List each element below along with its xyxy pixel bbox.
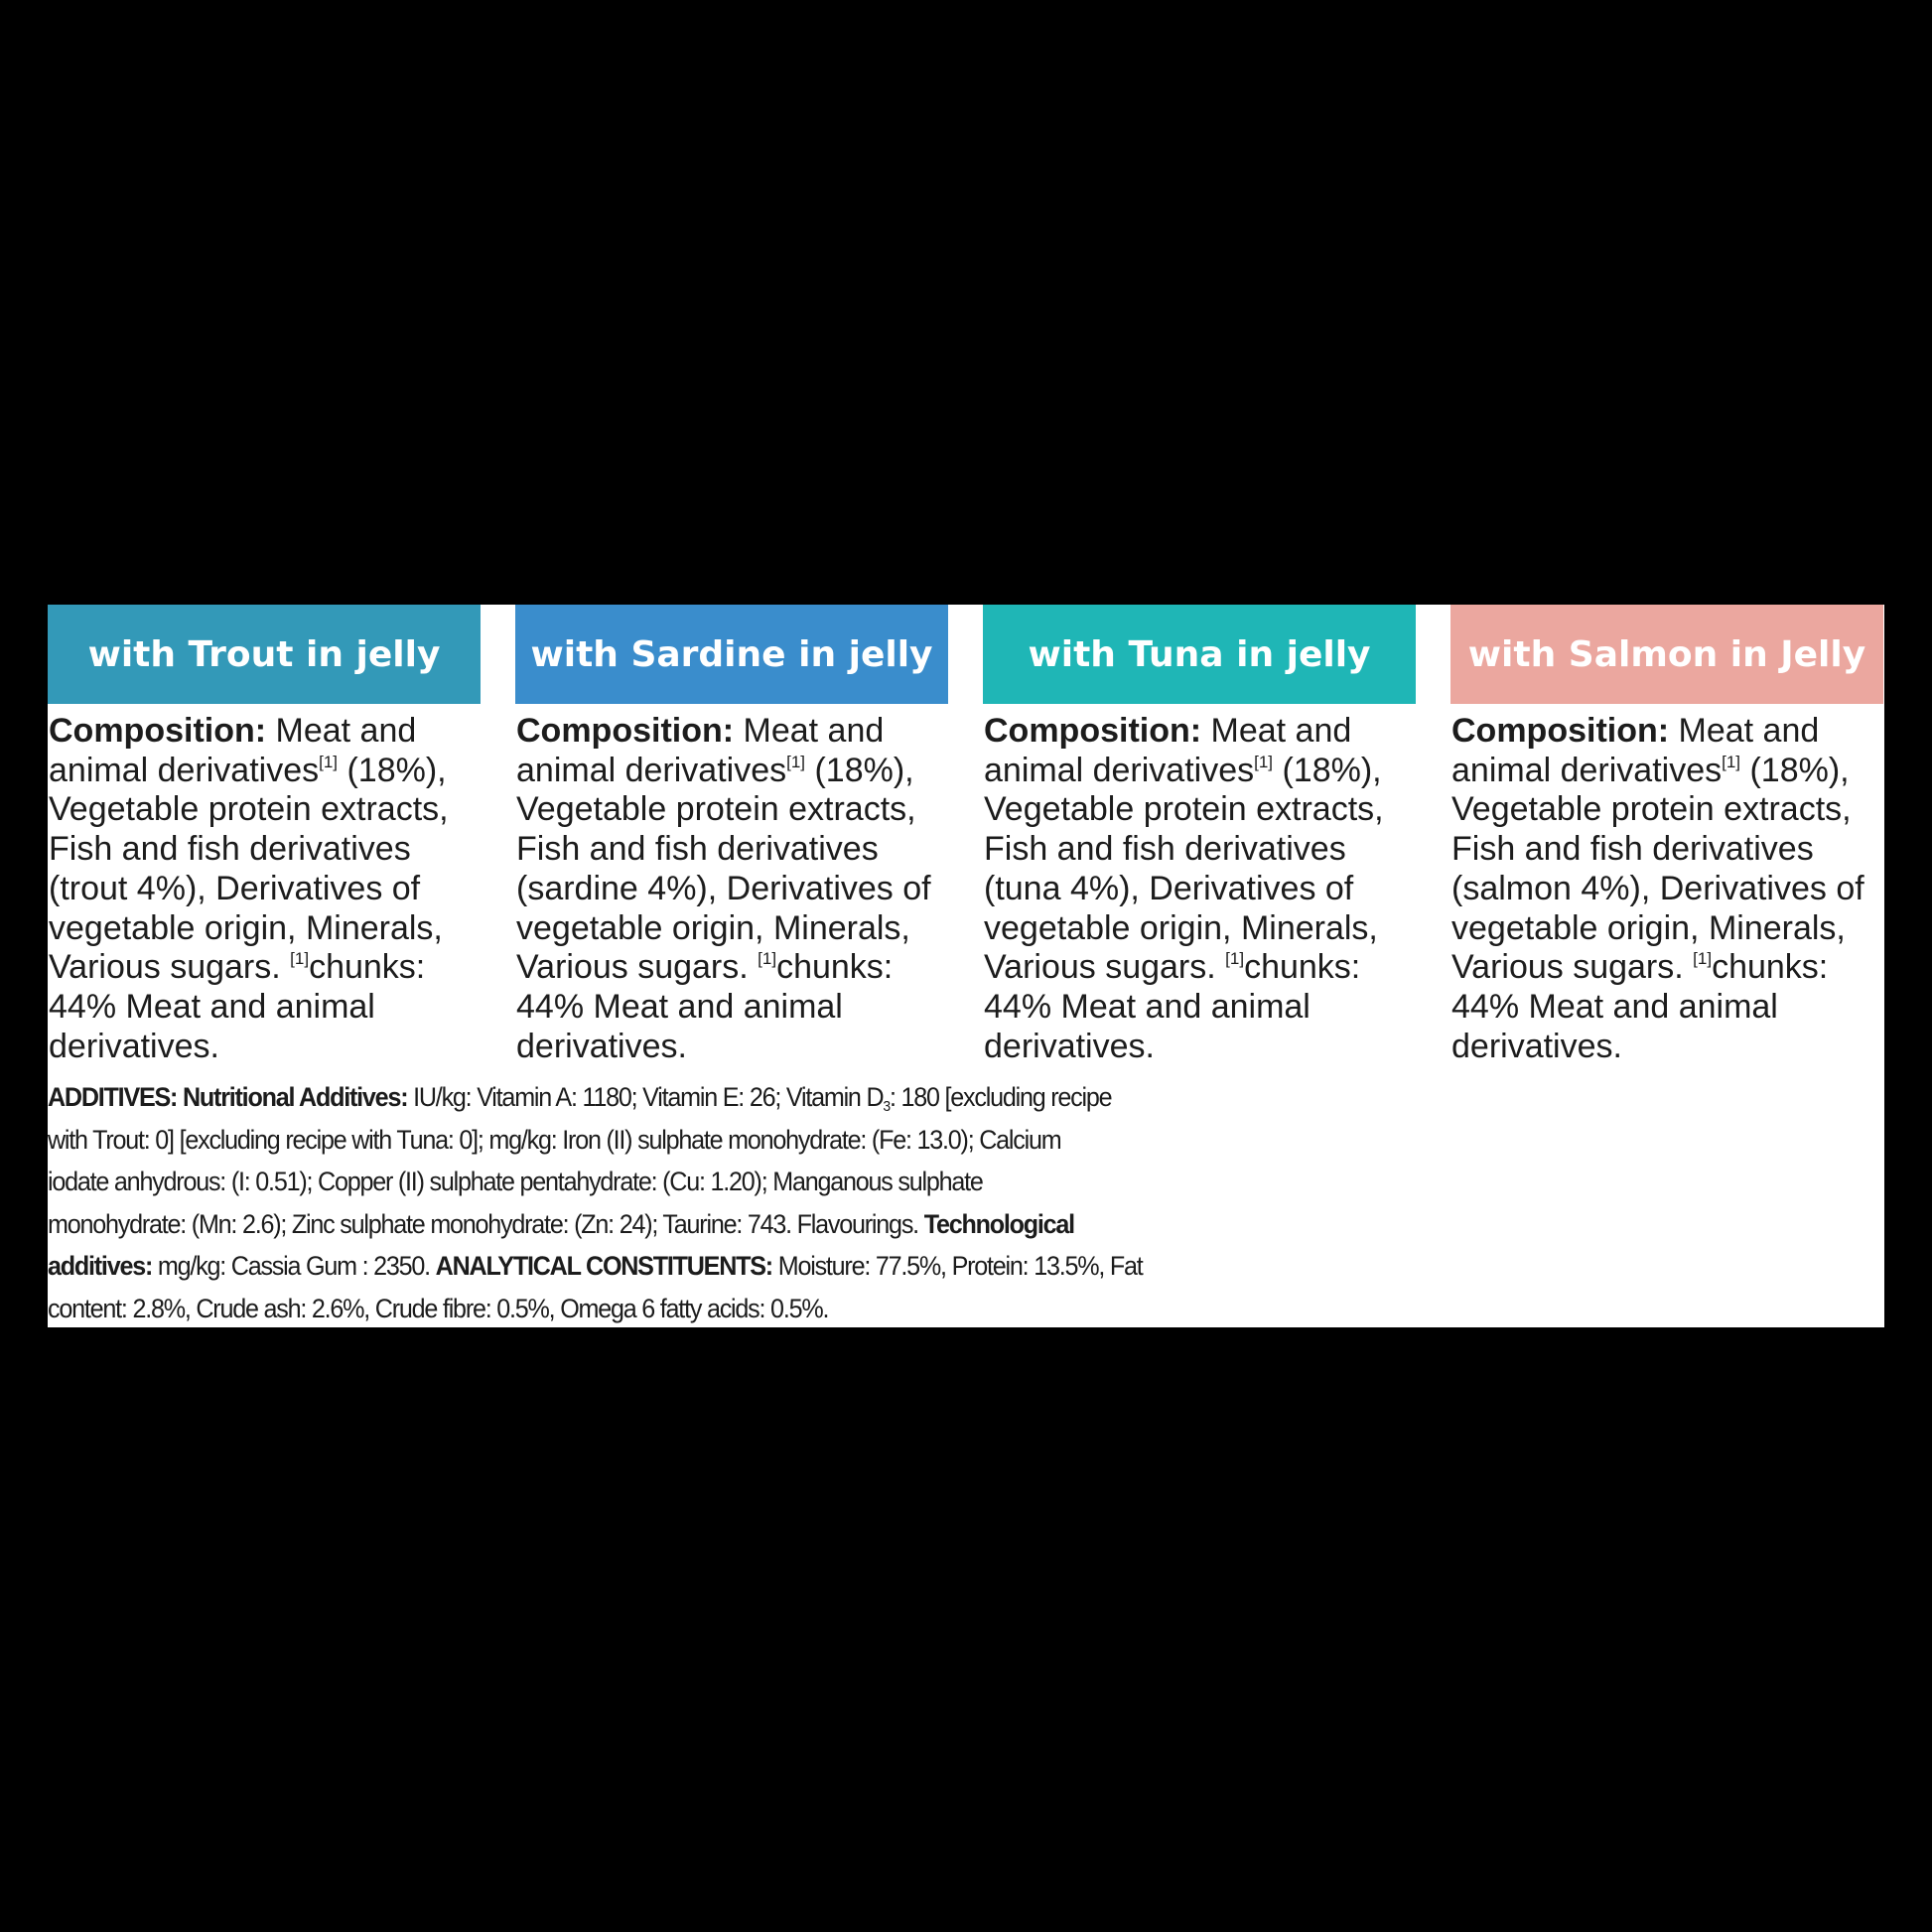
composition-label: Composition: [516,712,735,750]
composition-line: Vegetable protein extracts, [516,790,916,829]
composition-line: Meat and [266,712,417,750]
composition-line: animal derivatives [984,751,1255,789]
composition-line: (salmon 4%), Derivatives of [1451,869,1864,907]
composition-line: Meat and [1669,712,1820,750]
composition-line: 44% Meat and animal [49,987,375,1026]
footnote-mark: [1] [1254,752,1274,771]
composition-line: animal derivatives [1451,751,1723,789]
composition-line: (trout 4%), Derivatives of [49,869,421,907]
composition-line: vegetable origin, Minerals, [49,908,443,947]
recipe-column-salmon [1450,605,1883,1066]
composition-label: Composition: [49,712,267,750]
recipe-column-trout [48,605,481,1066]
recipe-title-salmon: with Salmon in Jelly [1450,605,1883,704]
composition-text-salmon [1450,712,1883,1066]
additives-line: with Trout: 0] [excluding recipe with Tuna: 0]; mg/kg: Iron (II) sulphate monohydrate: (Fe: 13.0); Calcium [48,1124,1061,1155]
composition-line: animal derivatives [516,751,787,789]
additives-line: content: 2.8%, Crude ash: 2.6%, Crude fibre: 0.5%, Omega 6 fatty acids: 0.5%. [48,1293,829,1323]
composition-line: Fish and fish derivatives [516,830,879,869]
footnote-mark: [1] [319,752,339,771]
composition-line: Various sugars. [49,948,291,987]
vitamin-d-subscript: 3 [883,1098,890,1115]
additives-text [48,1076,1202,1329]
composition-line: 44% Meat and animal [516,987,843,1026]
composition-line: (18%), [1273,751,1382,789]
recipe-title-sardine: with Sardine in jelly [515,605,948,704]
recipe-title-trout: with Trout in jelly [48,605,481,704]
composition-text-trout [48,712,481,1066]
composition-line: vegetable origin, Minerals, [516,908,910,947]
composition-line: derivatives. [49,1027,219,1065]
additives-line: mg/kg: Cassia Gum : 2350. [152,1251,436,1281]
footnote-mark: [1] [1693,949,1713,969]
footnote-mark: [1] [758,949,777,969]
composition-line: Various sugars. [984,948,1226,987]
composition-line: (18%), [338,751,447,789]
composition-line: Fish and fish derivatives [49,830,411,869]
composition-line: chunks: [1244,948,1361,987]
composition-line: animal derivatives [49,751,320,789]
composition-text-tuna [983,712,1416,1066]
technological-label-cont: additives: [48,1251,153,1281]
composition-line: (sardine 4%), Derivatives of [516,869,931,907]
analytical-constituents-label: ANALYTICAL CONSTITUENTS: [435,1251,772,1281]
recipe-title-tuna: with Tuna in jelly [983,605,1416,704]
footnote-mark: [1] [290,949,310,969]
composition-line: Various sugars. [1451,948,1694,987]
footnote-mark: [1] [1225,949,1245,969]
footnote-mark: [1] [1722,752,1741,771]
composition-line: chunks: [309,948,426,987]
composition-label: Composition: [1451,712,1670,750]
composition-line: derivatives. [1451,1027,1622,1065]
composition-line: derivatives. [984,1027,1155,1065]
recipe-column-sardine [515,605,948,1066]
composition-line: (18%), [1740,751,1850,789]
footnote-mark: [1] [786,752,806,771]
composition-line: chunks: [1712,948,1829,987]
composition-line: derivatives. [516,1027,687,1065]
composition-line: 44% Meat and animal [984,987,1311,1026]
composition-line: chunks: [776,948,894,987]
additives-line: Moisture: 77.5%, Protein: 13.5%, Fat [771,1251,1143,1281]
nutritional-additives-label: Nutritional Additives: [177,1082,408,1112]
technological-label: Technological [923,1208,1074,1239]
composition-line: vegetable origin, Minerals, [1451,908,1846,947]
composition-line: (tuna 4%), Derivatives of [984,869,1354,907]
composition-line: Vegetable protein extracts, [984,790,1384,829]
composition-line: Meat and [1201,712,1352,750]
composition-label: Composition: [984,712,1202,750]
additives-line: IU/kg: Vitamin A: 1180; Vitamin E: 26; Vitamin D [407,1082,884,1112]
additives-label: ADDITIVES: [48,1082,178,1112]
composition-line: Vegetable protein extracts, [1451,790,1852,829]
composition-line: Fish and fish derivatives [984,830,1346,869]
composition-line: 44% Meat and animal [1451,987,1778,1026]
composition-line: Meat and [734,712,885,750]
composition-line: Various sugars. [516,948,759,987]
additives-line: monohydrate: (Mn: 2.6); Zinc sulphate monohydrate: (Zn: 24); Taurine: 743. Flavourings. [48,1208,924,1239]
composition-text-sardine [515,712,948,1066]
recipe-column-tuna [983,605,1416,1066]
ingredients-panel [48,605,1884,1327]
composition-line: vegetable origin, Minerals, [984,908,1378,947]
composition-line: Vegetable protein extracts, [49,790,449,829]
additives-line: : 180 [excluding recipe [889,1082,1112,1112]
composition-line: (18%), [805,751,914,789]
additives-line: iodate anhydrous: (I: 0.51); Copper (II) sulphate pentahydrate: (Cu: 1.20); Manganous sulphate [48,1167,983,1196]
composition-line: Fish and fish derivatives [1451,830,1814,869]
